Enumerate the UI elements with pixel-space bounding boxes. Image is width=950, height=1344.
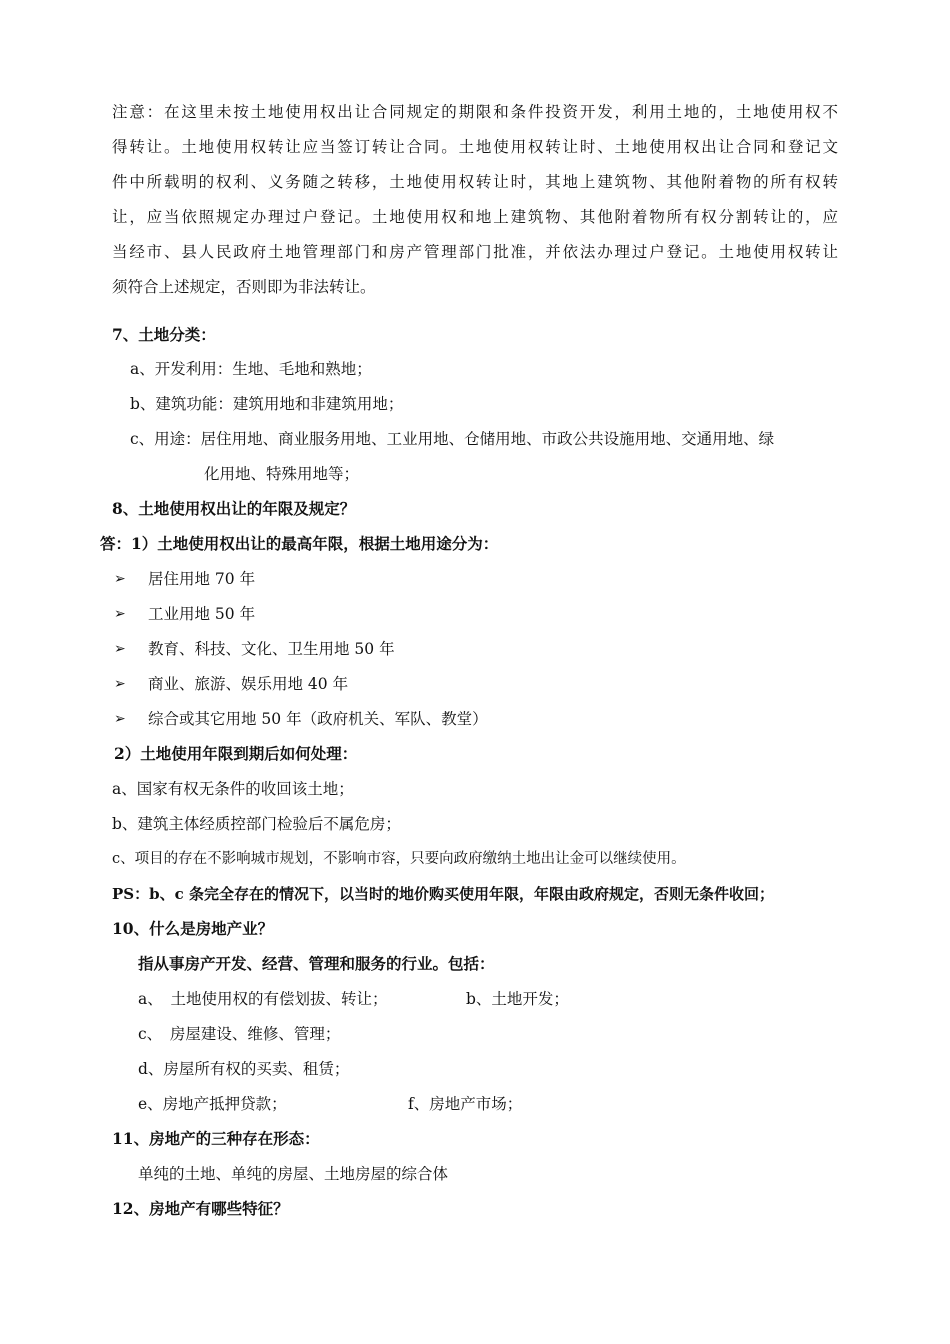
s8-item-b: b、建筑主体经质控部门检验后不属危房；	[112, 815, 401, 833]
s7-item-c-line1: c、用途：居住用地、商业服务用地、工业用地、仓储用地、市政公共设施用地、交通用地、绿	[130, 430, 775, 448]
note-line-3: 件中所载明的权利、义务随之转移，土地使用权转让时，其地上建筑物、其他附着物的所有权转	[112, 173, 838, 191]
s10-item-b: b、土地开发；	[466, 990, 569, 1008]
section-10-heading: 10、什么是房地产业？	[112, 919, 274, 938]
s10-item-f: f、房地产市场；	[408, 1095, 523, 1113]
s10-item-d: d、房屋所有权的买卖、租赁；	[138, 1060, 350, 1078]
note-line-6: 须符合上述规定，否则即为非法转让。	[112, 278, 376, 296]
s7-item-c-line2: 化用地、特殊用地等；	[204, 465, 360, 483]
section-7-heading: 7、土地分类：	[112, 325, 216, 344]
s10-item-a: a、 土地使用权的有偿划拔、转让；	[138, 990, 388, 1008]
s10-intro: 指从事房产开发、经营、管理和服务的行业。包括：	[138, 954, 495, 973]
s7-item-a: a、开发利用：生地、毛地和熟地；	[130, 360, 372, 378]
s10-item-e: e、房地产抵押贷款；	[138, 1095, 287, 1113]
s11-text: 单纯的土地、单纯的房屋、土地房屋的综合体	[138, 1165, 449, 1183]
term-item-3: 教育、科技、文化、卫生用地 50 年	[148, 640, 395, 658]
term-item-1: 居住用地 70 年	[148, 570, 256, 588]
s8-ps-note: PS：b、c 条完全存在的情况下，以当时的地价购买使用年限，年限由政府规定，否则无条件收回；	[112, 885, 774, 903]
term-item-4: 商业、旅游、娱乐用地 40 年	[148, 675, 349, 693]
note-line-5: 当经市、县人民政府土地管理部门和房产管理部门批准，并依法办理过户登记。土地使用权转让	[112, 243, 838, 261]
arrow-bullet-icon: ➢	[114, 676, 126, 692]
s8-item-c: c、项目的存在不影响城市规划，不影响市容，只要向政府缴纳土地出让金可以继续使用。	[112, 851, 686, 867]
note-line-4: 让，应当依照规定办理过户登记。土地使用权和地上建筑物、其他附着物所有权分割转让的，应	[112, 208, 838, 226]
arrow-bullet-icon: ➢	[114, 571, 126, 587]
s7-item-b: b、建筑功能：建筑用地和非建筑用地；	[130, 395, 404, 413]
s8-item-a: a、国家有权无条件的收回该土地；	[112, 780, 354, 798]
arrow-bullet-icon: ➢	[114, 711, 126, 727]
s10-item-c: c、 房屋建设、维修、管理；	[138, 1025, 341, 1043]
section-12-heading: 12、房地产有哪些特征？	[112, 1199, 289, 1218]
section-8-heading: 8、土地使用权出让的年限及规定？	[112, 499, 356, 518]
term-item-2: 工业用地 50 年	[148, 605, 256, 623]
s8-answer-2: 2）土地使用年限到期后如何处理：	[114, 744, 358, 763]
arrow-bullet-icon: ➢	[114, 606, 126, 622]
s8-answer-1: 答：1）土地使用权出让的最高年限，根据土地用途分为：	[100, 534, 499, 553]
arrow-bullet-icon: ➢	[114, 641, 126, 657]
note-line-2: 得转让。土地使用权转让应当签订转让合同。土地使用权转让时、土地使用权出让合同和登记文	[112, 138, 838, 156]
note-line-1: 注意：在这里未按土地使用权出让合同规定的期限和条件投资开发，利用土地的，土地使用权不	[112, 103, 838, 121]
section-11-heading: 11、房地产的三种存在形态：	[112, 1129, 320, 1148]
term-item-5: 综合或其它用地 50 年（政府机关、军队、教堂）	[148, 710, 488, 728]
